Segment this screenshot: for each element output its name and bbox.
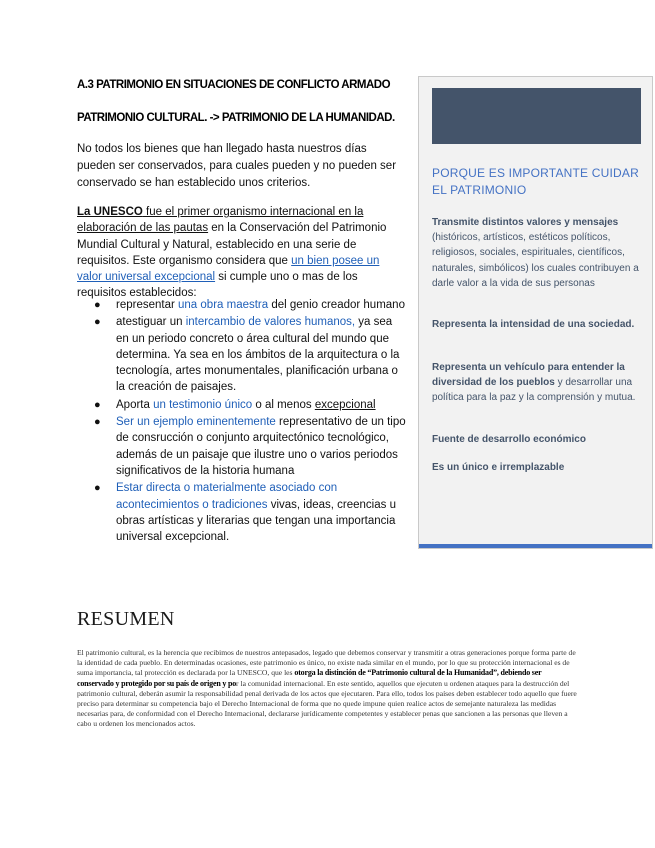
section-heading: A.3 PATRIMONIO EN SITUACIONES DE CONFLICTO ARMADO [77, 79, 391, 91]
sidebar-item: Representa la intensidad de una sociedad. [432, 319, 635, 330]
unesco-text-end: si cumple uno o mas de los requisitos establecidos: [77, 271, 358, 300]
sidebar-item: Fuente de desarrollo económico [432, 434, 586, 445]
subsection-heading: PATRIMONIO CULTURAL. -> PATRIMONIO DE LA HUMANIDAD. [77, 112, 395, 124]
list-item: ● Estar directa o materialmente asociado con acontecimientos o tradiciones vivas, ideas, creencias u obras artísticas y literarias que tengan una importancia universal excepcional. [94, 482, 396, 544]
sidebar-item: Es un único e irremplazable [432, 462, 565, 473]
list-item: ● Aporta un testimonio único o al menos excepcional [92, 397, 407, 413]
sidebar-box [418, 76, 653, 549]
list-item: ● Ser un ejemplo eminentemente representativo de un tipo de consrucción o conjunto arquitectónico tecnológico, además de un paisaje que ilustre uno o varios periodos significativos de la historia humana [94, 416, 406, 477]
unesco-name: La UNESCO [77, 206, 143, 218]
bullet-icon: ● [94, 299, 101, 311]
bullet-icon: ● [94, 416, 101, 429]
sidebar-bottom-border [419, 544, 652, 548]
bullet-icon: ● [94, 398, 101, 411]
list-item: ● representar una obra maestra del genio creador humano [92, 297, 407, 313]
sidebar-header-bar [432, 88, 641, 144]
sidebar-title: PORQUE ES IMPORTANTE CUIDAR EL PATRIMONIO [432, 166, 639, 197]
valor-universal-link[interactable]: un bien posee un valor universal excepcional [77, 254, 380, 284]
requirements-list [92, 297, 407, 546]
list-item: ● atestiguar un intercambio de valores humanos, ya sea en un periodo concreto o área cultural del mundo que determina. Ya sea en los ámbitos de la arquitectura o la tecnología, artes monumentales, planificación urbana o la creación de paisajes. [94, 316, 400, 394]
resumen-paragraph: El patrimonio cultural, es la herencia que recibimos de nuestros antepasados, legado que debemos conservar y transmitir a otras generaciones porque forma parte de la identidad de cada pueblo. En determinadas ocasiones, este patrimonio es único, no existe nada similar en el mundo, por lo que su protección internacional es de suma importancia, tal protección es declarada por la UNESCO, que les otorga la distinción de “Patrimonio cultural de la Humanidad”, debiendo ser conservado y protegido por su país de origen y por la comunidad internacional. En este sentido, aquellos que ejecuten u ordenen ataques para la destrucción del patrimonio cultural, deberán asumir la responsabilidad penal derivada de los actos que ejecutaren. Para ello, todos los países deben establecer todo aquello que fuere preciso para determinar su competencia bajo el Derecho Internacional de forma que no quede impune quien realice actos de semejante naturaleza las medidas necesarias para, de conformidad con el Derecho Internacional, declararse jurídicamente competentes y establecer penas que sancionen a las personas que lleven a cabo u ordenen los mencionados actos. [77, 648, 577, 729]
unesco-text: en la Conservación del Patrimonio Mundial Cultural y Natural, establecido en una serie de requisitos. Este organismo considera que [77, 222, 387, 267]
sidebar-item: Transmite distintos valores y mensajes (históricos, artísticos, estéticos políticos, religiosos, sociales, espirituales, científicos, naturales, simbólicos) los cuales contribuyen a darle valor a la vida de sus personas [432, 217, 639, 289]
unesco-pautas: fue el primer organismo internacional en la elaboración de las pautas [77, 206, 364, 235]
sidebar-item: Representa un vehículo para entender la diversidad de los pueblos y desarrollar una política para la paz y la comprensión y mutua. [432, 362, 636, 404]
bullet-icon: ● [94, 316, 101, 329]
resumen-title: RESUMEN [77, 608, 175, 630]
bullet-icon: ● [94, 482, 101, 495]
intro-paragraph: No todos los bienes que han llegado hasta nuestros días pueden ser conservados, para cuales pueden y no pueden ser conservado se han establecido unos criterios. [77, 143, 397, 189]
unesco-paragraph [77, 204, 407, 302]
